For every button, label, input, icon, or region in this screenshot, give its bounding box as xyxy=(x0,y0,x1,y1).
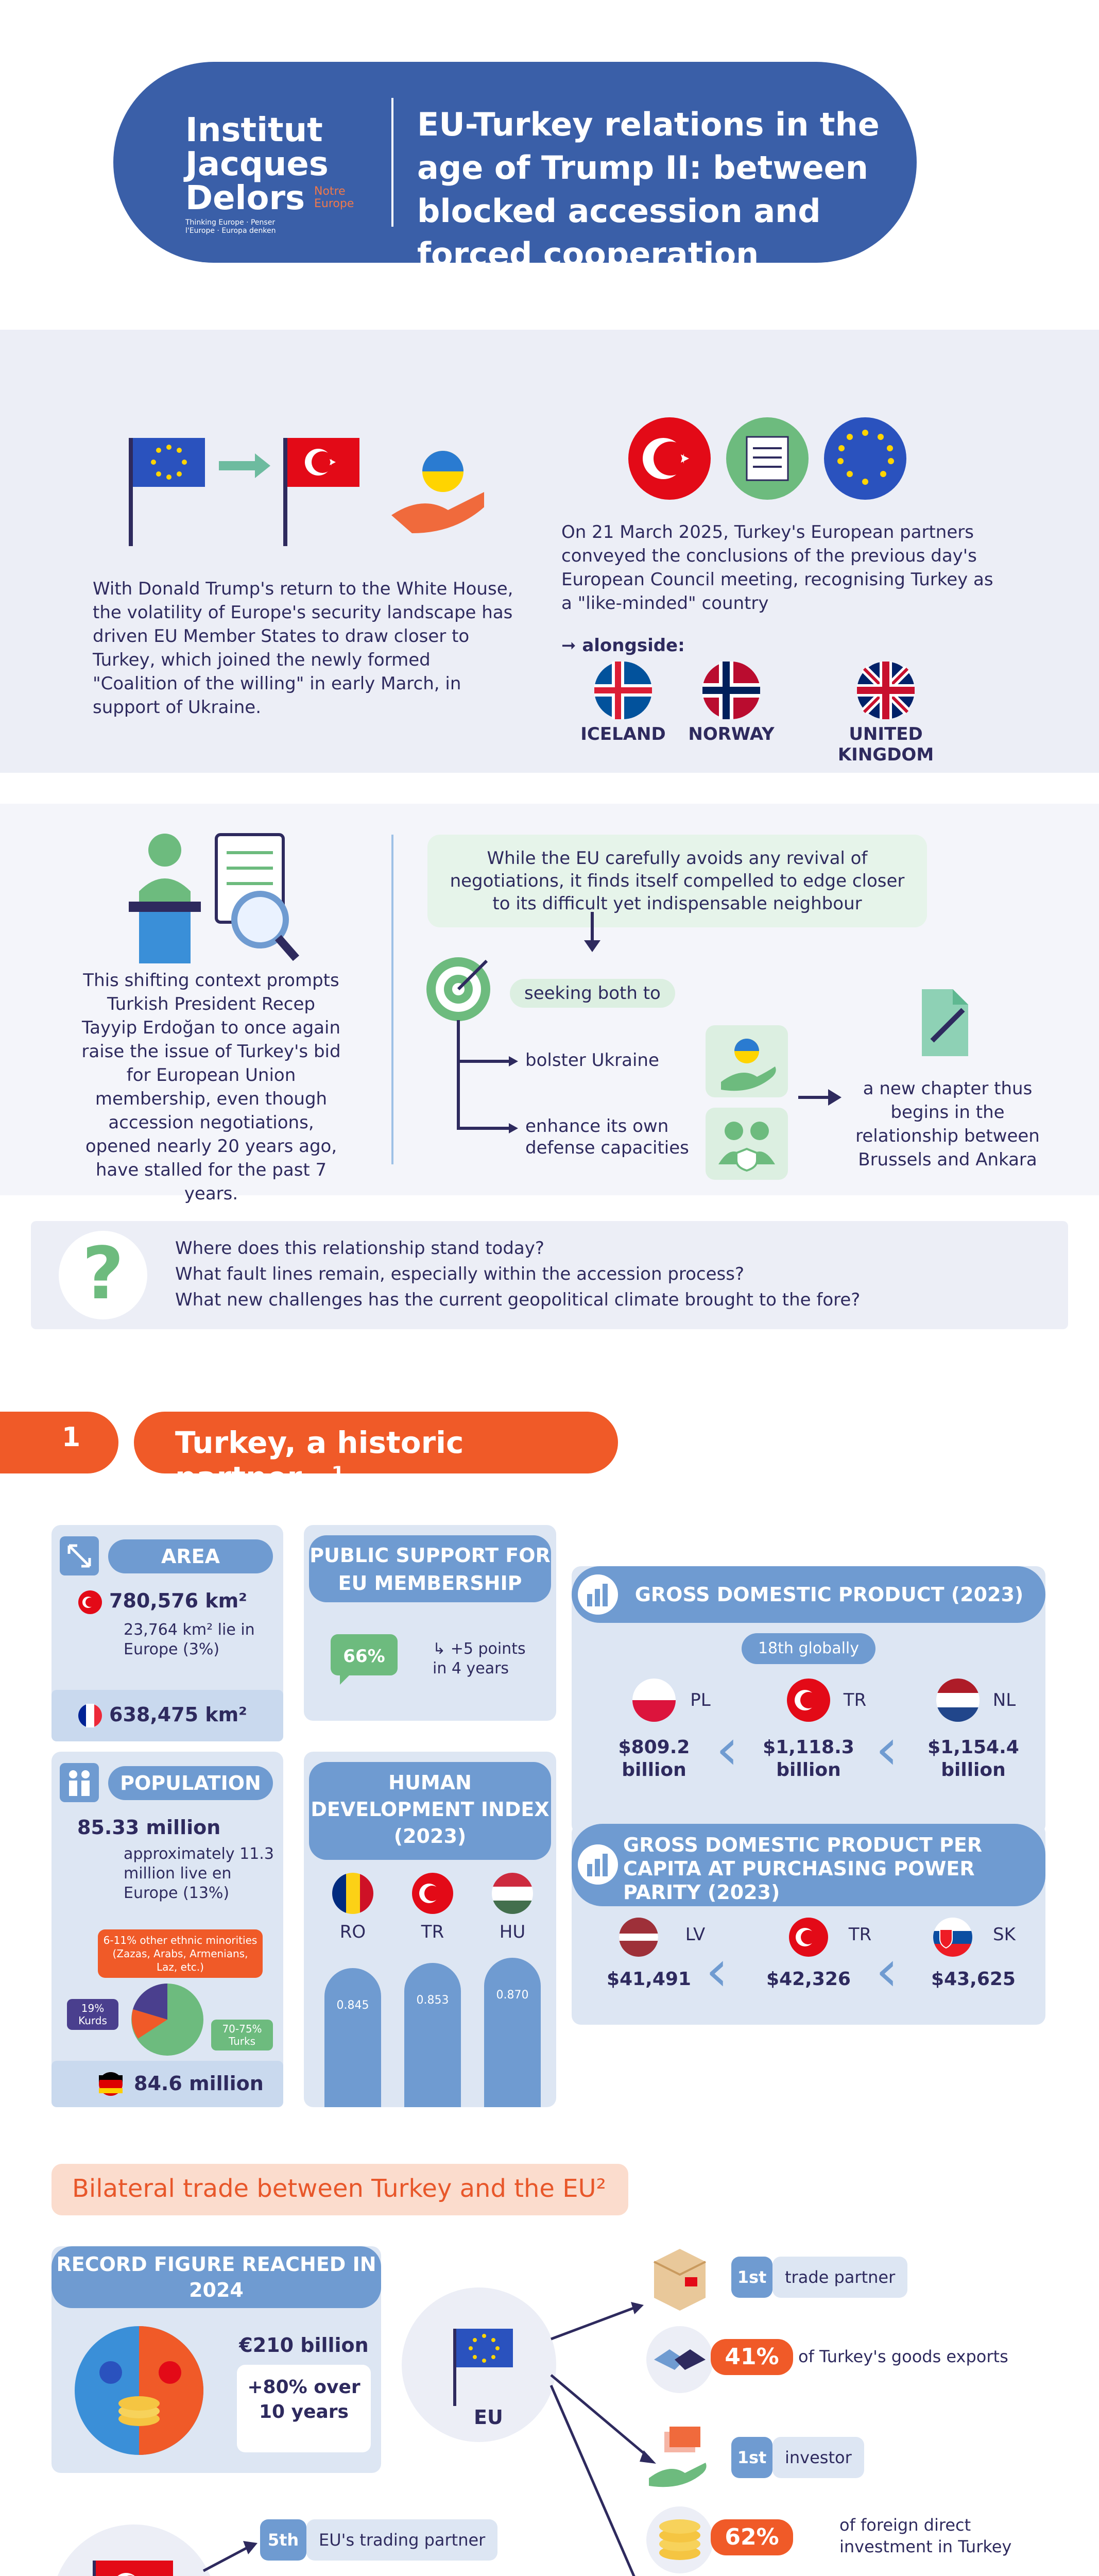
trade-text-investor: investor xyxy=(772,2437,864,2478)
hdi-bar-ro xyxy=(324,1968,381,2107)
hdi-value-tr: 0.853 xyxy=(416,1994,449,2007)
logo-line3: Delors xyxy=(185,179,305,217)
section1-number-bar xyxy=(0,1412,118,1473)
trade-text-exports: of Turkey's goods exports xyxy=(798,2347,1008,2366)
population-minorities: 6-11% other ethnic minorities (Zazas, Arabs, Armenians, Laz, etc.) xyxy=(98,1929,263,1978)
gdp-value-tr: $1,118.3 billion xyxy=(763,1737,854,1781)
trade-rank-fdi: 62% xyxy=(711,2519,793,2555)
area-europe-share: 23,764 km² lie in Europe (3%) xyxy=(124,1621,255,1658)
ppp-value-sk: $43,625 xyxy=(931,1969,1016,1990)
area-france-value: 638,475 km² xyxy=(109,1703,247,1726)
trade-title: Bilateral trade between Turkey and the EU² xyxy=(51,2164,628,2215)
right-arrow-icon xyxy=(798,1087,845,1108)
eu-circle xyxy=(402,2287,556,2442)
support-change-text: +5 points in 4 years xyxy=(433,1640,526,1677)
area-france-row xyxy=(51,1690,283,1741)
ppp-card xyxy=(572,1824,1045,2025)
turkey-flag-icon xyxy=(77,1589,103,1615)
area-expand-icon xyxy=(59,1535,100,1577)
gdp-label: GROSS DOMESTIC PRODUCT (2023) xyxy=(572,1566,1045,1623)
ppp-value-lv: $41,491 xyxy=(607,1969,691,1990)
population-germany-value: 84.6 million xyxy=(134,2072,264,2095)
area-turkey-value: 780,576 km² xyxy=(109,1589,247,1612)
ppp-chevron-1: ‹ xyxy=(706,1938,728,2004)
ppp-country-tr: TR xyxy=(848,1924,872,1945)
question-2: What fault lines remain, especially within the accession process? xyxy=(175,1264,745,1284)
section1-title: Turkey, a historic partner…¹ xyxy=(134,1412,618,1473)
population-europe: approximately 11.3 million live en Europe (13%) xyxy=(124,1845,274,1902)
population-card xyxy=(51,1752,283,2107)
ppp-chevron-2: ‹ xyxy=(875,1938,898,2004)
poland-flag-icon xyxy=(632,1679,676,1722)
ppp-value-tr: $42,326 xyxy=(766,1969,851,1990)
latvia-flag-icon xyxy=(619,1918,658,1957)
area-card xyxy=(51,1525,283,1741)
hdi-country-ro: RO xyxy=(339,1922,366,1942)
ukraine-hand-icon-box xyxy=(706,1025,788,1097)
uk-flag-icon xyxy=(855,659,917,721)
record-card xyxy=(51,2246,381,2473)
hdi-value-hu: 0.870 xyxy=(496,1989,529,2002)
page-title: EU-Turkey relations in the age of Trump II: between blocked accession and forced cooperation xyxy=(417,106,880,273)
context-band xyxy=(0,804,1099,1204)
gdp-country-tr: TR xyxy=(843,1690,867,1710)
goal-defense: enhance its own defense capacities xyxy=(525,1116,689,1158)
logo-sub1: Notre xyxy=(314,185,346,198)
country-uk: UNITED KINGDOM xyxy=(837,724,934,765)
new-chapter-text: a new chapter thus begins in the relationship between Brussels and Ankara xyxy=(855,1078,1040,1170)
eu-flag-icon xyxy=(453,2329,515,2406)
seeking-both-label: seeking both to xyxy=(510,979,675,1008)
section1-number: 1 xyxy=(62,1422,81,1453)
gdp-chart-icon xyxy=(577,1573,619,1616)
partner-rank: 5th xyxy=(260,2519,306,2561)
defense-icon-box xyxy=(706,1108,788,1180)
target-icon xyxy=(422,953,494,1025)
partner-text: EU's trading partner xyxy=(306,2519,497,2561)
turkey-council-eu-icons xyxy=(623,412,912,505)
ppp-flags xyxy=(618,1914,989,1960)
header-divider xyxy=(391,98,393,227)
down-arrow-icon xyxy=(582,912,603,953)
trade-rank-partner: 1st xyxy=(731,2257,772,2298)
context-divider xyxy=(391,835,393,1164)
hdi-bar-tr xyxy=(404,1963,461,2107)
germany-flag-icon xyxy=(98,2071,124,2097)
ppp-country-sk: SK xyxy=(993,1924,1016,1945)
ppp-label: GROSS DOMESTIC PRODUCT PER CAPITA AT PURCHASING POWER PARITY (2023) xyxy=(572,1824,1045,1906)
questions-box xyxy=(31,1221,1068,1329)
svg-text:?: ? xyxy=(82,1232,124,1316)
norway-flag-icon xyxy=(700,659,762,721)
package-icon xyxy=(644,2241,716,2313)
goal-bolster-ukraine: bolster Ukraine xyxy=(525,1050,659,1071)
population-pie-icon xyxy=(129,1981,206,2058)
gdp-value-pl: $809.2 billion xyxy=(618,1737,690,1781)
population-germany-row xyxy=(51,2061,283,2107)
context-left-text: This shifting context prompts Turkish President Recep Tayyip Erdoğan to once again raise the issue of Turkey's bid for European Union membership, even though accession negotiations, opened nearly 20 years ago, have stalled for the past 7 years. xyxy=(81,970,341,1204)
intro-band xyxy=(0,330,1099,773)
trade-rank-exports: 41% xyxy=(711,2339,793,2375)
question-3: What new challenges has the current geopolitical climate brought to the fore? xyxy=(175,1290,861,1310)
turkey-circle xyxy=(51,2524,216,2576)
population-label: POPULATION xyxy=(108,1766,273,1800)
trade-text-partner: trade partner xyxy=(772,2257,907,2298)
logo-line2: Jacques xyxy=(185,145,329,183)
population-value: 85.33 million xyxy=(77,1816,221,1839)
question-1: Where does this relationship stand today? xyxy=(175,1238,544,1259)
logo-sub xyxy=(314,185,354,210)
support-card xyxy=(304,1525,556,1721)
population-people-icon xyxy=(59,1762,100,1803)
gdp-country-pl: PL xyxy=(690,1690,711,1710)
record-value: €210 billion xyxy=(239,2334,369,2357)
alongside-text: alongside: xyxy=(582,635,685,656)
hdi-value-ro: 0.845 xyxy=(336,1999,369,2012)
turkey-flag-icon xyxy=(787,1679,830,1722)
support-label: PUBLIC SUPPORT FOR EU MEMBERSHIP xyxy=(309,1535,551,1602)
turkey-arrow xyxy=(201,2535,263,2576)
hdi-bar-hu xyxy=(484,1958,541,2107)
document-pen-icon xyxy=(912,984,978,1061)
trade-text-fdi: of foreign direct investment in Turkey xyxy=(839,2515,1012,2556)
support-change: ↳ +5 points in 4 years xyxy=(433,1640,526,1677)
gdp-card xyxy=(572,1566,1045,1834)
record-label: RECORD FIGURE REACHED IN 2024 xyxy=(51,2246,381,2308)
hdi-country-hu: HU xyxy=(499,1922,526,1942)
ukraine-hand-icon xyxy=(706,1025,788,1097)
gdp-rank: 18th globally xyxy=(742,1633,875,1664)
eu-turkey-ukraine-icon xyxy=(124,433,484,546)
logo-line1: Institut xyxy=(185,111,323,149)
hdi-flags xyxy=(330,1870,536,1917)
population-turks: 70-75% Turks xyxy=(211,2020,273,2050)
support-value: 66% xyxy=(343,1646,385,1667)
ppp-country-lv: LV xyxy=(685,1924,706,1945)
logo-sub2: Europe xyxy=(314,197,354,210)
gdp-chevron-2: ‹ xyxy=(875,1716,898,1782)
ppp-chart-icon xyxy=(577,1843,619,1886)
iceland-flag-icon xyxy=(592,659,654,721)
support-speech-icon xyxy=(330,1633,402,1685)
alongside-label: ➞ alongside: xyxy=(561,635,685,656)
country-iceland: ICELAND xyxy=(580,724,666,744)
investor-hand-icon xyxy=(644,2421,716,2494)
hungary-flag-icon xyxy=(492,1873,533,1914)
gdp-value-nl: $1,154.4 billion xyxy=(928,1737,1019,1781)
gdp-chevron-1: ‹ xyxy=(716,1716,739,1782)
country-norway: NORWAY xyxy=(688,724,775,744)
gdp-country-nl: NL xyxy=(992,1690,1016,1710)
hdi-country-tr: TR xyxy=(421,1922,444,1942)
intro-right-text: On 21 March 2025, Turkey's European partners conveyed the conclusions of the previous day's European Council meeting, recognising Turkey as a "like-minded" country xyxy=(561,522,993,614)
slovakia-flag-icon xyxy=(933,1918,972,1957)
trade-rank-investor: 1st xyxy=(731,2437,772,2478)
area-label: AREA xyxy=(108,1539,273,1573)
header-banner xyxy=(113,62,917,273)
coins-icon xyxy=(644,2504,716,2576)
netherlands-flag-icon xyxy=(936,1679,980,1722)
record-growth: +80% over 10 years xyxy=(237,2365,371,2452)
population-kurds: 19% Kurds xyxy=(67,1999,118,2030)
president-podium-icon xyxy=(118,824,304,979)
eu-label: EU xyxy=(474,2406,503,2429)
intro-left-text: With Donald Trump's return to the White House, the volatility of Europe's security landscape has driven EU Member States to draw closer to Turkey, which joined the newly formed "Coalition of the willing" in early March, in support of Ukraine. xyxy=(93,579,513,718)
france-flag-icon xyxy=(77,1703,103,1728)
hdi-card xyxy=(304,1752,556,2107)
eu-stance-box: While the EU carefully avoids any revival of negotiations, it finds itself compelled to edge closer to its difficult yet indispensable neighbour xyxy=(427,835,927,927)
record-pie-icon xyxy=(72,2324,206,2458)
logo-tagline: Thinking Europe · Penser l'Europe · Europa denken xyxy=(185,218,276,235)
goal-branch-lines xyxy=(453,1020,520,1164)
hdi-label: HUMAN DEVELOPMENT INDEX (2023) xyxy=(309,1762,551,1860)
turkey-flag-pole-icon xyxy=(93,2561,180,2576)
turkey-flag-icon xyxy=(412,1873,453,1914)
romania-flag-icon xyxy=(332,1873,374,1914)
turkey-flag-icon xyxy=(789,1918,828,1957)
question-mark-icon xyxy=(57,1229,149,1321)
handshake-icon xyxy=(644,2324,716,2396)
logo xyxy=(185,111,354,235)
defense-people-icon xyxy=(706,1108,788,1180)
